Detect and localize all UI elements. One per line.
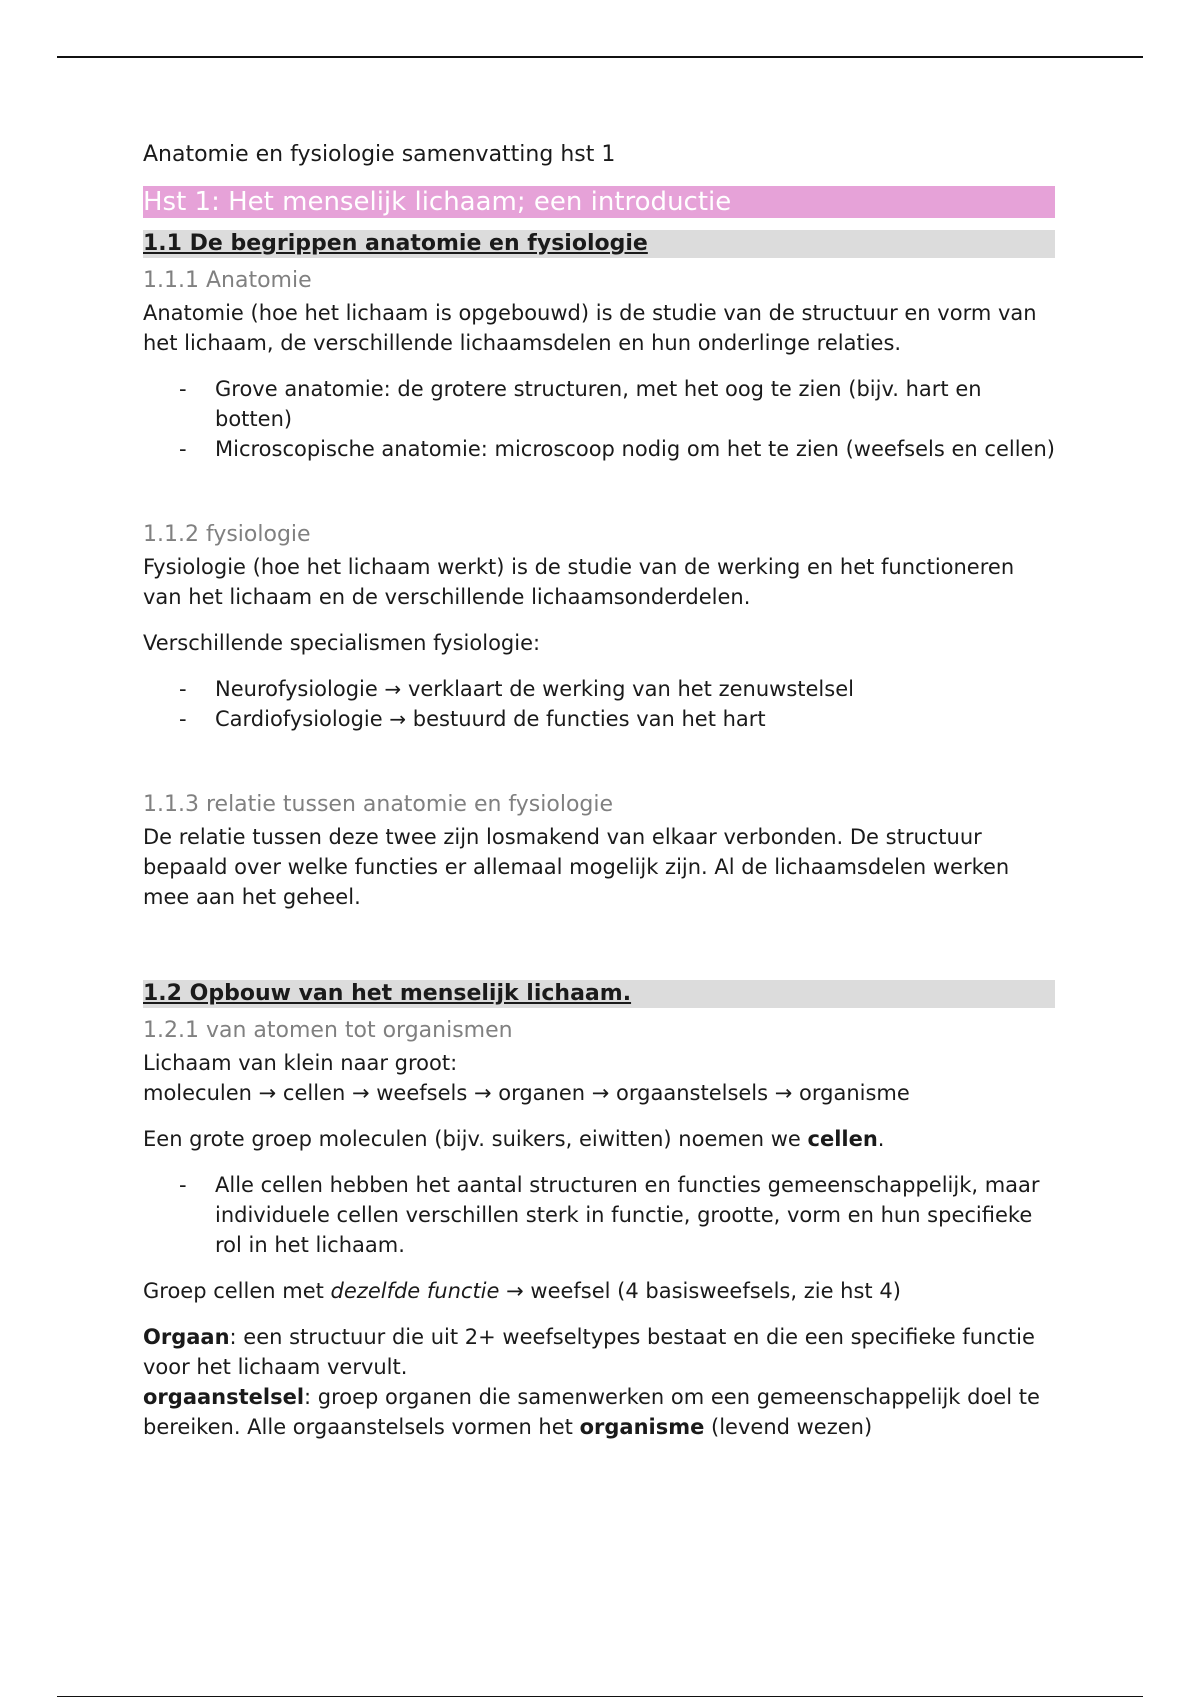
specialisms-list [143, 674, 1055, 734]
relation-paragraph: De relatie tussen deze twee zijn losmakend van elkaar verbonden. De structuur bepaald over welke functies er allemaal mogelijk zijn. Al de lichaamsdelen werken mee aan het geheel. [143, 825, 1010, 909]
list-item: - Neurofysiologie → verklaart de werking van het zenuwstelsel [179, 677, 854, 701]
subsection-heading-1-1-3: 1.1.3 relatie tussen anatomie en fysiologie [143, 792, 614, 817]
size-order-chain: moleculen → cellen → weefsels → organen → orgaanstelsels → organisme [143, 1081, 910, 1105]
anatomy-paragraph: Anatomie (hoe het lichaam is opgebouwd) is de studie van de structuur en vorm van het lichaam, de verschillende lichaamsdelen en hun onderlinge relaties. [143, 301, 1037, 355]
arrow-right-icon: → [384, 677, 402, 701]
subsection-heading-1-2-1: 1.2.1 van atomen tot organismen [143, 1018, 513, 1043]
header-rule [57, 56, 1143, 58]
physiology-paragraph: Fysiologie (hoe het lichaam werkt) is de studie van de werking en het functioneren van het lichaam en de verschillende lichaamsonderdelen. [143, 555, 1015, 609]
subsection-heading-1-1-1: 1.1.1 Anatomie [143, 268, 312, 293]
chapter-heading: Hst 1: Het menselijk lichaam; een introductie [143, 186, 1055, 218]
organ-definition: Orgaan: een structuur die uit 2+ weefseltypes bestaat en die een specifieke functie voor het lichaam vervult. [143, 1325, 1035, 1379]
size-order-intro: Lichaam van klein naar groot: [143, 1051, 458, 1075]
section-heading-1-1: 1.1 De begrippen anatomie en fysiologie [143, 230, 1055, 258]
specialisms-intro: Verschillende specialismen fysiologie: [143, 631, 541, 655]
cells-paragraph: Een grote groep moleculen (bijv. suikers, eiwitten) noemen we cellen. [143, 1127, 885, 1151]
tissue-paragraph: Groep cellen met dezelfde functie → weefsel (4 basisweefsels, zie hst 4) [143, 1279, 901, 1303]
subsection-heading-1-1-2: 1.1.2 fysiologie [143, 522, 311, 547]
arrow-right-icon: → [389, 707, 407, 731]
section-heading-1-2: 1.2 Opbouw van het menselijk lichaam. [143, 980, 1055, 1008]
list-item: - Microscopische anatomie: microscoop nodig om het te zien (weefsels en cellen) [179, 437, 1055, 461]
organ-system-definition: orgaanstelsel: groep organen die samenwerken om een gemeenschappelijk doel te bereiken. Alle orgaanstelsels vormen het organisme (levend wezen) [143, 1385, 1040, 1439]
cells-list [143, 1170, 1055, 1260]
document-body [143, 140, 1055, 1442]
footer-rule [57, 1696, 1143, 1697]
document-title: Anatomie en fysiologie samenvatting hst 1 [143, 142, 616, 167]
list-item: - Alle cellen hebben het aantal structuren en functies gemeenschappelijk, maar individuele cellen verschillen sterk in functie, grootte, vorm en hun specifieke rol in het lichaam. [179, 1173, 1040, 1257]
list-item: - Cardiofysiologie → bestuurd de functies van het hart [179, 707, 766, 731]
anatomy-list [143, 374, 1055, 464]
list-item: - Grove anatomie: de grotere structuren, met het oog te zien (bijv. hart en botten) [179, 377, 982, 431]
